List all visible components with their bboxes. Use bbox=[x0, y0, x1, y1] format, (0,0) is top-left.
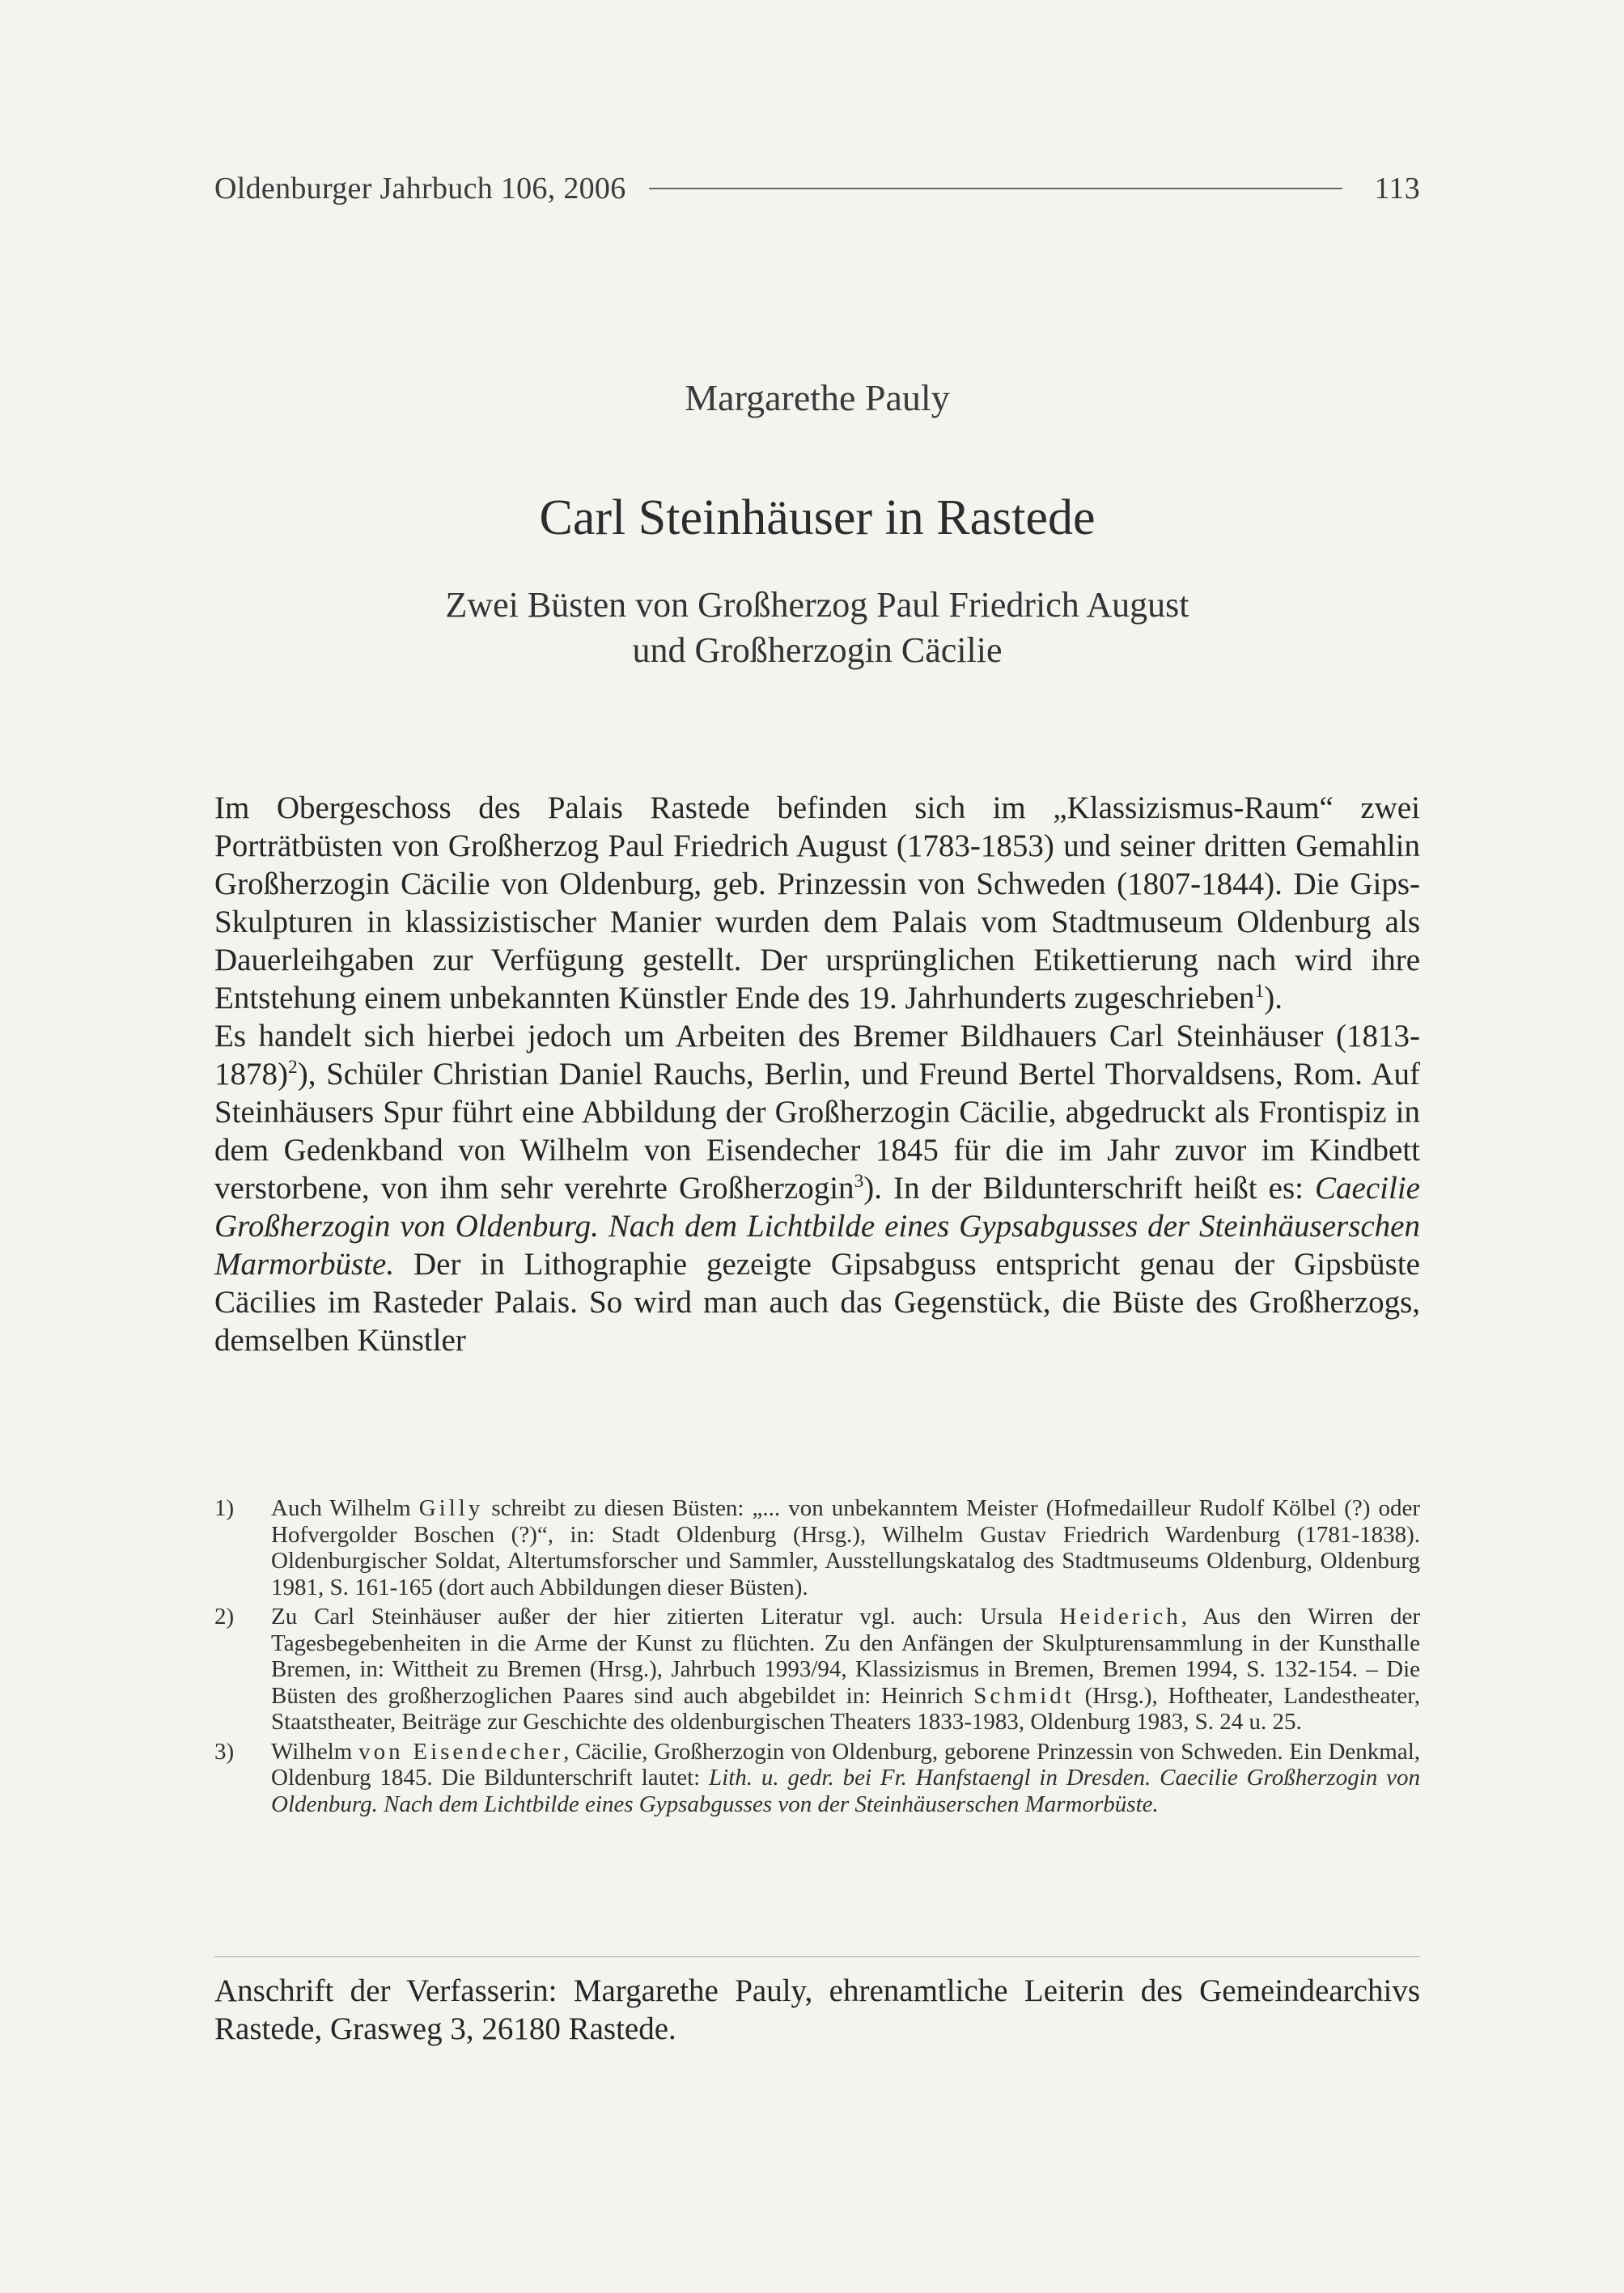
author-address: Anschrift der Verfasserin: Margarethe Pauly, ehrenamtliche Leiterin des Gemeindearchivs Rastede, Grasweg 3, 26180 Rastede. bbox=[214, 1973, 1420, 2046]
address-separator bbox=[214, 1956, 1420, 1957]
spaced-name: Gilly bbox=[418, 1495, 484, 1521]
footnote-text-part: , Aus den Wirren der Tagesbegebenheiten in die Arme der Kunst zu flüchten. Zu den Anfängen der Skulpturensammlung in der Kunsthalle Bremen, in: Wittheit zu Bremen (Hrsg.), Jahrbuch 1993/94, Klassizismus in Bremen, Bremen 1994, S. 132-154. – Die Büsten des großherzoglichen Paares sind auch abgebildet in: Heinrich bbox=[271, 1604, 1421, 1709]
running-header bbox=[214, 168, 1420, 209]
paragraph-2-text-c: ). In der Bildunterschrift heißt es: bbox=[863, 1171, 1316, 1206]
footnote-text bbox=[271, 1495, 1420, 1600]
paragraph-1-text: Im Obergeschoss des Palais Rastede befinden sich im „Klassizismus-Raum“ zwei Porträtbüsten von Großherzog Paul Friedrich August (1783-1853) und seiner dritten Gemahlin Großherzogin Cäcilie von Oldenburg, geb. Prinzessin von Schweden (1807-1844). Die Gips-Skulpturen in klassizistischer Manier wurden dem Palais vom Stadtmuseum Oldenburg als Dauerleihgaben zur Verfügung gestellt. Der ursprünglichen Etikettierung nach wird ihre Entstehung einem unbekannten Künstler Ende des 19. Jahrhunderts zugeschrieben bbox=[214, 790, 1420, 1015]
paragraph-1 bbox=[214, 789, 1420, 1017]
footnote-ref-2: 2 bbox=[288, 1057, 298, 1078]
paragraph-2-text-b: ), Schüler Christian Daniel Rauchs, Berlin, und Freund Bertel Thorvaldsens, Rom. Auf Steinhäusers Spur führt eine Abbildung der Großherzogin Cäcilie, abgedruckt als Frontispiz in dem Gedenkband von Wilhelm von Eisendecher 1845 für die im Jahr zuvor im Kindbett verstorbene, von ihm sehr verehrte Großherzogin bbox=[214, 1057, 1420, 1206]
paragraph-2-text-d: Der in Lithographie gezeigte Gipsabguss entspricht genau der Gipsbüste Cäcilies im Rasteder Palais. So wird man auch das Gegenstück, die Büste des Großherzogs, demselben Künstler bbox=[214, 1247, 1420, 1358]
footnote-text-part: (Hrsg.), Hoftheater, Landestheater, Staatstheater, Beiträge zur Geschichte des oldenburgischen Theaters 1833-1983, Oldenburg 1983, S. 24 u. 25. bbox=[271, 1682, 1420, 1735]
footnote-ref-3: 3 bbox=[854, 1171, 864, 1192]
spaced-name: von Eisendecher bbox=[358, 1738, 564, 1765]
footnote-3 bbox=[214, 1739, 1420, 1818]
page-number: 113 bbox=[1374, 172, 1420, 206]
footnote-2 bbox=[214, 1604, 1420, 1736]
paragraph-2-text-a: Es handelt sich hierbei jedoch um Arbeiten des Bremer Bildhauers Carl Steinhäuser (1813-1878) bbox=[214, 1019, 1420, 1091]
body-text bbox=[214, 789, 1420, 1359]
footnote-ref-1: 1 bbox=[1254, 981, 1265, 1002]
paragraph-1-end: ). bbox=[1264, 981, 1283, 1015]
footnote-number: 3) bbox=[214, 1738, 235, 1765]
footnote-text-part: , Cäcilie, Großherzogin von Oldenburg, geborene Prinzessin von Schweden. Ein Denkmal, Oldenburg 1845. Die Bildunterschrift lautet: bbox=[271, 1738, 1421, 1791]
italic-caption: Lith. u. gedr. bei Fr. Hanfstaengl in Dresden. Caecilie Großherzogin von Oldenburg. Nach dem Lichtbilde eines Gypsabgusses von der Steinhäuserschen Marmorbüste. bbox=[271, 1765, 1420, 1817]
footnote-number: 1) bbox=[214, 1495, 235, 1521]
footnote-text-part: schreibt zu diesen Büsten: „... von unbekanntem Meister (Hofmedailleur Rudolf Kölbel (?) oder Hofvergolder Boschen (?)“, in: Stadt Oldenburg (Hrsg.), Wilhelm Gustav Friedrich Wardenburg (1781-1838). Oldenburgischer Soldat, Altertumsforscher und Sammler, Ausstellungskatalog des Stadtmuseums Oldenburg, Oldenburg 1981, S. 161-165 (dort auch Abbildungen dieser Büsten). bbox=[271, 1495, 1420, 1600]
footnotes bbox=[214, 1495, 1420, 1820]
caption-quote: Caecilie Großherzogin von Oldenburg. Nach dem Lichtbilde eines Gypsabgusses der Steinhäuserschen Marmorbüste. bbox=[214, 1171, 1420, 1282]
footnote-text bbox=[271, 1604, 1420, 1736]
paragraph-2 bbox=[214, 1017, 1420, 1359]
footnote-1 bbox=[214, 1495, 1420, 1600]
spaced-name: Heiderich bbox=[1059, 1604, 1181, 1630]
article-subtitle bbox=[214, 583, 1420, 673]
article-author: Margarethe Pauly bbox=[685, 377, 950, 418]
subtitle-line-2: und Großherzogin Cäcilie bbox=[632, 630, 1003, 670]
header-rule bbox=[649, 188, 1342, 189]
article-title: Carl Steinhäuser in Rastede bbox=[539, 490, 1096, 545]
footnote-number: 2) bbox=[214, 1604, 235, 1630]
footnote-text-part: Auch Wilhelm bbox=[271, 1495, 419, 1521]
spaced-name: Schmidt bbox=[973, 1682, 1075, 1709]
footnote-text-part: Zu Carl Steinhäuser außer der hier zitierten Literatur vgl. auch: Ursula bbox=[271, 1604, 1060, 1630]
journal-citation: Oldenburger Jahrbuch 106, 2006 bbox=[214, 172, 626, 206]
subtitle-line-1: Zwei Büsten von Großherzog Paul Friedrich August bbox=[445, 585, 1189, 625]
footnote-text bbox=[271, 1739, 1420, 1818]
footnote-text-part: Wilhelm bbox=[271, 1738, 359, 1765]
